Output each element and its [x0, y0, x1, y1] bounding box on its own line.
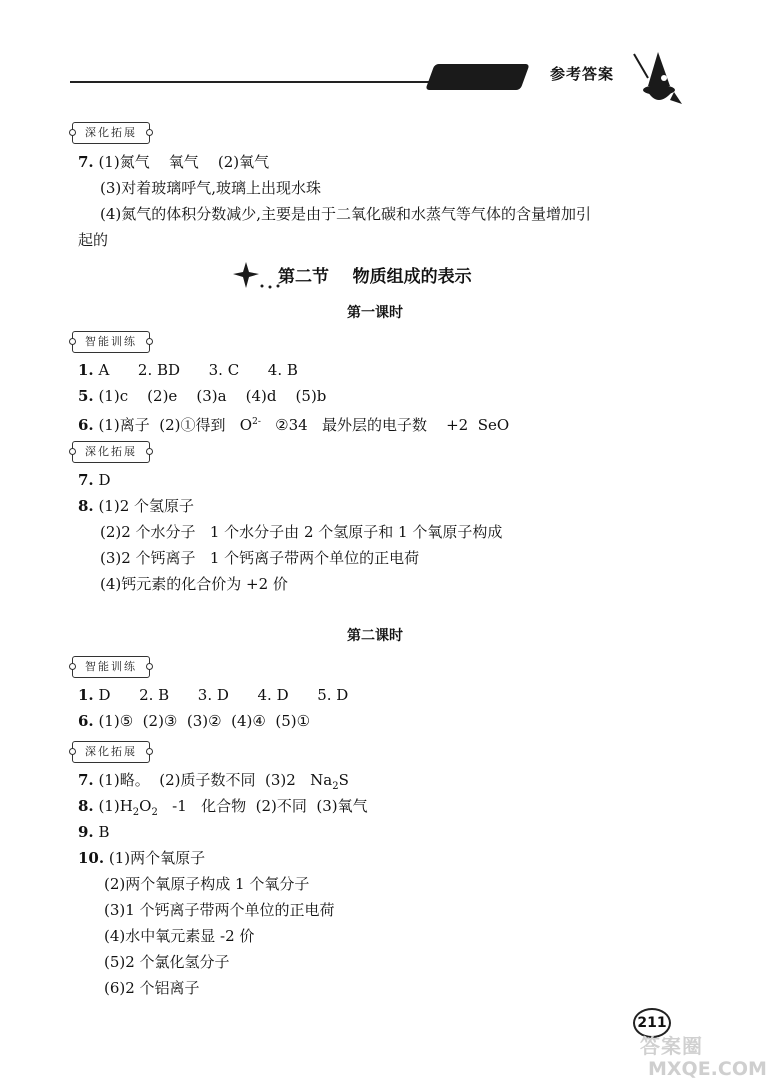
list-item: 8. (1)2 个氢原子 [78, 497, 195, 515]
lesson-2-title: 第二课时 [347, 628, 403, 644]
page-number: 211 [633, 1008, 671, 1038]
list-item: (3)1 个钙离子带两个单位的正电荷 [104, 901, 335, 919]
watermark-url: MXQE.COM [648, 1058, 767, 1080]
list-item: 6. (1)离子 (2)①得到 $O^{2-}$ ②34 最外层的电子数 +2 SeO [78, 416, 510, 434]
watermark-logo: 答案圈 [640, 1034, 703, 1058]
list-item: (3)对着玻璃呼气,玻璃上出现水珠 [100, 179, 322, 197]
list-item: 7. D [78, 471, 111, 489]
deepen-label: 深化拓展 [72, 122, 150, 144]
deepen-label: 深化拓展 [72, 441, 150, 463]
list-item: (2)两个氧原子构成 1 个氧分子 [104, 875, 310, 893]
smart-label: 智能训练 [72, 331, 150, 353]
wizard-mascot-icon [630, 48, 690, 108]
list-item: 1. D 2. B 3. D 4. D 5. D [78, 686, 349, 704]
list-item: (4)水中氧元素显 -2 价 [104, 927, 255, 945]
list-item: 1. A 2. BD 3. C 4. B [78, 361, 298, 379]
list-item: 9. B [78, 823, 110, 841]
list-item: 6. (1)⑤ (2)③ (3)② (4)④ (5)① [78, 712, 311, 730]
deepen-label: 深化拓展 [72, 741, 150, 763]
header-bar [425, 64, 529, 90]
header-rule [70, 81, 470, 83]
list-item: (4)钙元素的化合价为 +2 价 [100, 575, 288, 593]
list-item: 7. (1)氮气 氧气 (2)氧气 [78, 153, 270, 171]
list-item: (2)2 个水分子 1 个水分子由 2 个氢原子和 1 个氧原子构成 [100, 523, 503, 541]
list-item: (4)氮气的体积分数减少,主要是由于二氧化碳和水蒸气等气体的含量增加引 [100, 205, 592, 223]
list-item: (3)2 个钙离子 1 个钙离子带两个单位的正电荷 [100, 549, 420, 567]
page-header-title: 参考答案 [550, 65, 615, 83]
lesson-1-title: 第一课时 [347, 305, 403, 321]
list-item: 8. $(1)H_2O_2$ -1 化合物 (2)不同 (3)氧气 [78, 797, 368, 818]
list-item: (6)2 个铝离子 [104, 979, 200, 997]
list-item: 10. (1)两个氧原子 [78, 849, 206, 867]
list-item: (5)2 个氯化氢分子 [104, 953, 230, 971]
list-item: 5. (1)c (2)e (3)a (4)d (5)b [78, 387, 327, 405]
section-title: 第二节 物质组成的表示 [278, 267, 472, 287]
list-item: 7. (1)略。 (2)质子数不同 (3)2 $Na_2S$ [78, 771, 349, 792]
list-item: 起的 [78, 231, 109, 249]
smart-label: 智能训练 [72, 656, 150, 678]
